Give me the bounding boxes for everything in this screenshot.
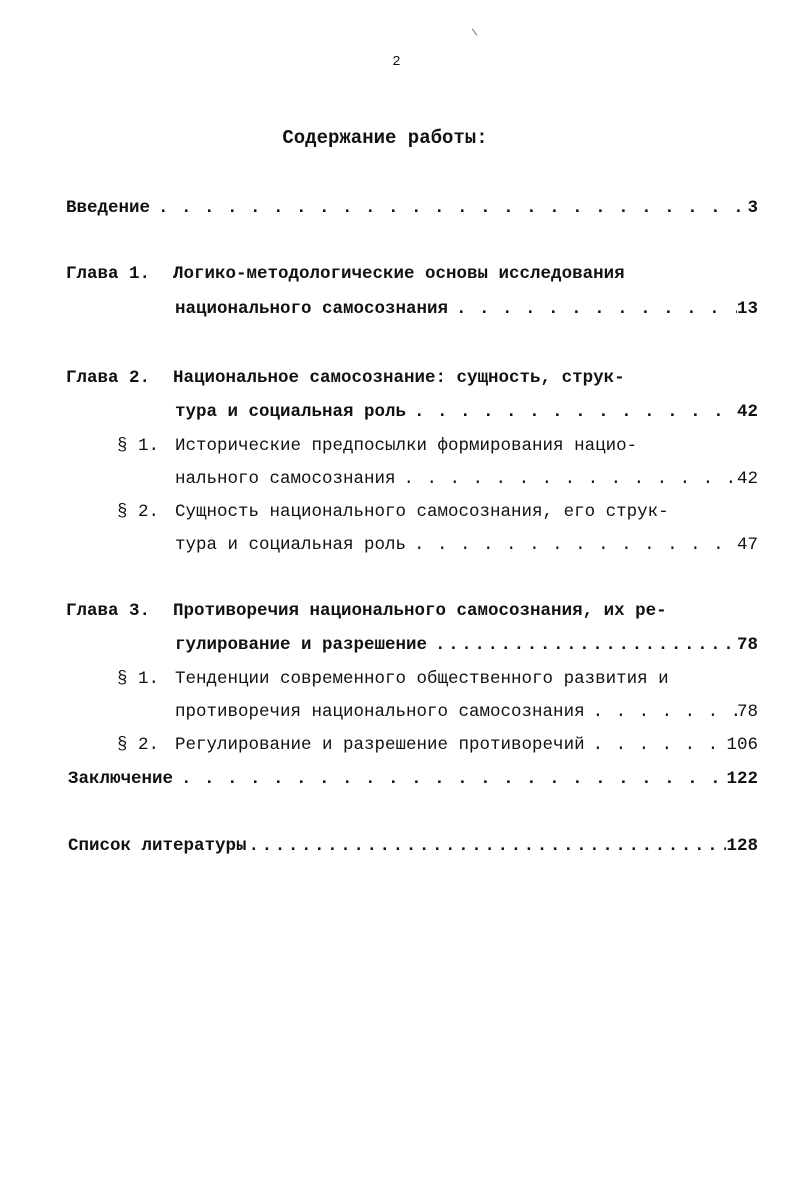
toc-entry-ch2-section-1 xyxy=(117,434,758,458)
toc-intro-page: 3 xyxy=(747,198,758,218)
toc-ch2-s2-number: § 2. xyxy=(117,502,160,522)
toc-leader-dots xyxy=(448,297,737,321)
toc-ch3-s2-page: 106 xyxy=(726,735,758,755)
toc-entry-ch2-section-2 xyxy=(117,500,758,524)
page-number: 2 xyxy=(392,54,401,70)
toc-ch2-s1-line1: Исторические предпосылки формирования нацио- xyxy=(175,436,638,456)
toc-ch2-line2: тура и социальная роль xyxy=(175,402,407,422)
toc-entry-chapter-1 xyxy=(66,262,758,286)
toc-ch2-s2-page: 47 xyxy=(736,535,758,555)
toc-ch1-page: 13 xyxy=(736,299,758,319)
toc-leader-dots xyxy=(406,400,737,424)
toc-ch2-s1-number: § 1. xyxy=(117,436,160,456)
toc-ch1-line2: национального самосознания xyxy=(175,299,449,319)
toc-leader-dots xyxy=(396,467,737,491)
toc-conclusion-label: Заключение xyxy=(68,769,174,789)
toc-leader-dots xyxy=(585,733,727,757)
toc-entry-conclusion xyxy=(68,767,758,791)
toc-entry-ch3-section-2 xyxy=(117,733,758,757)
toc-ch1-number: Глава 1. xyxy=(66,264,151,284)
toc-ch2-line1: Национальное самосознание: сущность, струк- xyxy=(173,368,625,388)
toc-intro-label: Введение xyxy=(66,198,151,218)
toc-ch2-s1-page: 42 xyxy=(736,469,758,489)
toc-entry-ch3-section-1 xyxy=(117,667,758,691)
toc-ch3-s2-number: § 2. xyxy=(117,735,160,755)
toc-ch2-s2-line1: Сущность национального самосознания, его струк- xyxy=(175,502,669,522)
toc-leader-dots xyxy=(150,196,747,220)
toc-ch3-s2-line1: Регулирование и разрешение противоречий xyxy=(175,735,585,755)
toc-ch1-line1: Логико-методологические основы исследования xyxy=(173,264,625,284)
toc-leader-dots xyxy=(173,767,726,791)
toc-entry-chapter-2-cont xyxy=(175,400,758,424)
toc-references-label: Список литературы xyxy=(68,836,247,856)
toc-entry-chapter-3-cont xyxy=(175,633,758,657)
toc-ch3-s1-line2: противоречия национального самосознания xyxy=(175,702,585,722)
toc-ch3-line1: Противоречия национального самосознания, их ре- xyxy=(173,601,667,621)
toc-entry-chapter-3 xyxy=(66,599,758,623)
toc-leader-dots xyxy=(427,633,737,657)
toc-ch3-s1-line1: Тенденции современного общественного развития и xyxy=(175,669,669,689)
toc-ch2-page: 42 xyxy=(736,402,758,422)
toc-leader-dots xyxy=(585,700,737,724)
toc-conclusion-page: 122 xyxy=(726,769,758,789)
toc-entry-intro xyxy=(66,196,758,220)
toc-ch2-s1-line2: нального самосознания xyxy=(175,469,396,489)
toc-ch3-page: 78 xyxy=(736,635,758,655)
scan-mark xyxy=(472,28,477,35)
toc-entry-ch2-section-2-cont xyxy=(175,533,758,557)
toc-entry-ch3-section-1-cont xyxy=(175,700,758,724)
toc-entry-ch2-section-1-cont xyxy=(175,467,758,491)
toc-leader-dots xyxy=(247,834,727,858)
toc-entry-chapter-2 xyxy=(66,366,758,390)
toc-entry-chapter-1-cont xyxy=(175,297,758,321)
toc-ch3-s1-page: 78 xyxy=(736,702,758,722)
toc-ch3-s1-number: § 1. xyxy=(117,669,160,689)
toc-entry-references xyxy=(68,834,758,858)
toc-ch3-number: Глава 3. xyxy=(66,601,151,621)
toc-leader-dots xyxy=(406,533,737,557)
toc-references-page: 128 xyxy=(726,836,758,856)
toc-ch2-s2-line2: тура и социальная роль xyxy=(175,535,407,555)
toc-ch3-line2: гулирование и разрешение xyxy=(175,635,428,655)
page-title: Содержание работы: xyxy=(282,127,488,149)
toc-ch2-number: Глава 2. xyxy=(66,368,151,388)
